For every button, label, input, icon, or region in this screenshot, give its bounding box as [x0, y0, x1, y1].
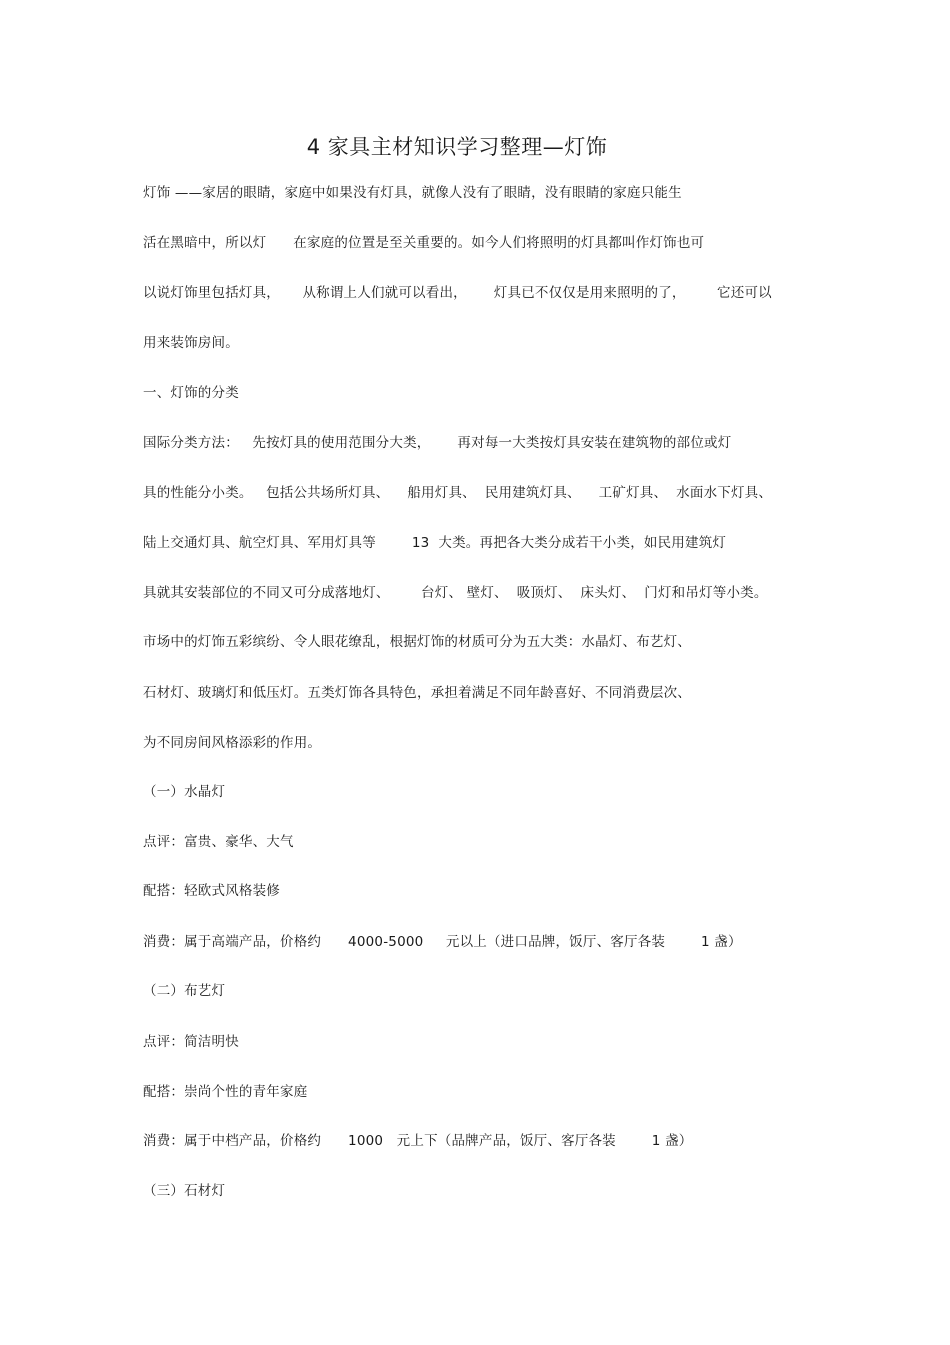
- crystal-review: 点评：富贵、豪华、大气: [143, 834, 294, 850]
- crystal-matching: 配搭：轻欧式风格装修: [143, 883, 280, 899]
- subheading-fabric-lamp: （二）布艺灯: [143, 983, 226, 999]
- fabric-review: 点评：简洁明快: [143, 1034, 239, 1050]
- crystal-cost: 消费：属于高端产品，价格约 4000-5000 元以上（进口品牌，饭厅、客厅各装 1 盏）: [143, 934, 742, 950]
- body-line-12: 为不同房间风格添彩的作用。: [143, 735, 322, 751]
- body-line-2: 活在黑暗中，所以灯 在家庭的位置是至关重要的。如今人们将照明的灯具都叫作灯饰也可: [143, 235, 705, 251]
- body-line-6: 国际分类方法： 先按灯具的使用范围分大类， 再对每一大类按灯具安装在建筑物的部位或灯: [143, 435, 732, 451]
- body-line-10: 市场中的灯饰五彩缤纷、令人眼花缭乱，根据灯饰的材质可分为五大类：水晶灯、布艺灯、: [143, 634, 691, 650]
- body-line-7: 具的性能分小类。 包括公共场所灯具、 船用灯具、 民用建筑灯具、 工矿灯具、 水面水下灯具、: [143, 485, 773, 501]
- body-line-1: 灯饰 ——家居的眼睛，家庭中如果没有灯具，就像人没有了眼睛，没有眼睛的家庭只能生: [143, 185, 682, 201]
- body-line-4: 用来装饰房间。: [143, 335, 239, 351]
- fabric-cost: 消费：属于中档产品，价格约 1000 元上下（品牌产品，饭厅、客厅各装 1 盏）: [143, 1133, 693, 1149]
- subheading-crystal-lamp: （一）水晶灯: [143, 784, 226, 800]
- subheading-stone-lamp: （三）石材灯: [143, 1183, 226, 1199]
- body-line-11: 石材灯、玻璃灯和低压灯。五类灯饰各具特色，承担着满足不同年龄喜好、不同消费层次、: [143, 685, 691, 701]
- section-heading-classification: 一、灯饰的分类: [143, 385, 239, 401]
- fabric-matching: 配搭：崇尚个性的青年家庭: [143, 1084, 308, 1100]
- body-line-8: 陆上交通灯具、航空灯具、军用灯具等 13 大类。再把各大类分成若干小类，如民用建筑灯: [143, 535, 727, 551]
- document-title: 4 家具主材知识学习整理—灯饰: [306, 135, 608, 159]
- body-line-9: 具就其安装部位的不同又可分成落地灯、 台灯、 壁灯、 吸顶灯、 床头灯、 门灯和吊灯等小类。: [143, 585, 768, 601]
- body-line-3: 以说灯饰里包括灯具， 从称谓上人们就可以看出， 灯具已不仅仅是用来照明的了， 它还可以: [143, 285, 772, 301]
